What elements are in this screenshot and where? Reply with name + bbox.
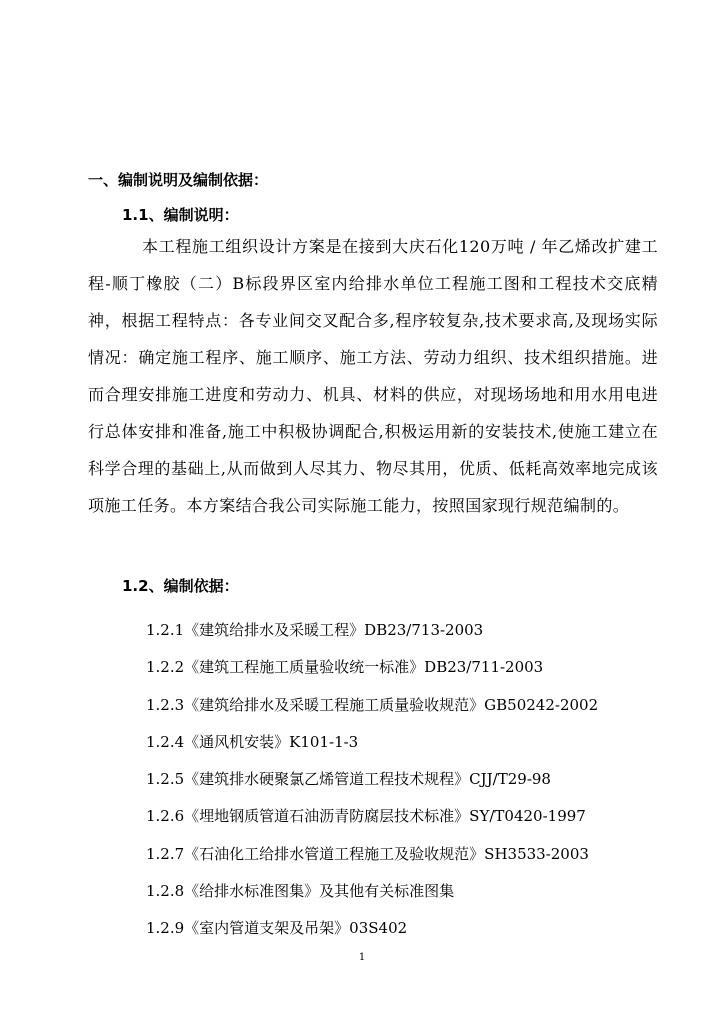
reference-item: 1.2.2《建筑工程施工质量验收统一标准》DB23/711-2003 bbox=[146, 658, 544, 677]
reference-item: 1.2.8《给排水标准图集》及其他有关标准图集 bbox=[146, 882, 455, 901]
reference-item: 1.2.5《建筑排水硬聚氯乙烯管道工程技术规程》CJJ/T29-98 bbox=[146, 770, 551, 789]
chapter-heading: 一、编制说明及编制依据： bbox=[88, 171, 269, 189]
section-heading-compilation-basis: 1.2、编制依据： bbox=[122, 577, 239, 595]
reference-item: 1.2.3《建筑给排水及采暖工程施工质量验收规范》GB50242-2002 bbox=[146, 695, 599, 714]
compilation-notes-paragraph: 本工程施工组织设计方案是在接到大庆石化120万吨 / 年乙烯改扩建工程-顺丁橡胶（二）B标段界区室内给排水单位工程施工图和工程技术交底精神，根据工程特点：各专业间交叉配合多,程序较复杂,技术要求高,及现场实际情况：确定施工程序、施工顺序、施工方法、劳动力组织、技术组织措施。进而合理安排施工进度和劳动力、机具、材料的供应，对现场场地和用水用电进行总体安排和准备,施工中积极协调配合,积极运用新的安装技术,使施工建立在科学合理的基础上,从而做到人尽其力、物尽其用，优质、低耗高效率地完成该项施工任务。本方案结合我公司实际施工能力，按照国家现行规范编制的。 bbox=[88, 237, 658, 515]
reference-item: 1.2.4《通风机安装》K101-1-3 bbox=[146, 732, 359, 751]
reference-item: 1.2.7《石油化工给排水管道工程施工及验收规范》SH3533-2003 bbox=[146, 844, 589, 863]
section-heading-compilation-notes: 1.1、编制说明： bbox=[122, 206, 239, 224]
reference-item: 1.2.6《埋地钢质管道石油沥青防腐层技术标准》SY/T0420-1997 bbox=[146, 807, 586, 826]
reference-standards-list bbox=[146, 612, 598, 948]
reference-item: 1.2.1《建筑给排水及采暖工程》DB23/713-2003 bbox=[146, 621, 484, 639]
page-number: 1 bbox=[358, 952, 366, 963]
reference-item: 1.2.9《室内管道支架及吊架》03S402 bbox=[146, 919, 408, 938]
